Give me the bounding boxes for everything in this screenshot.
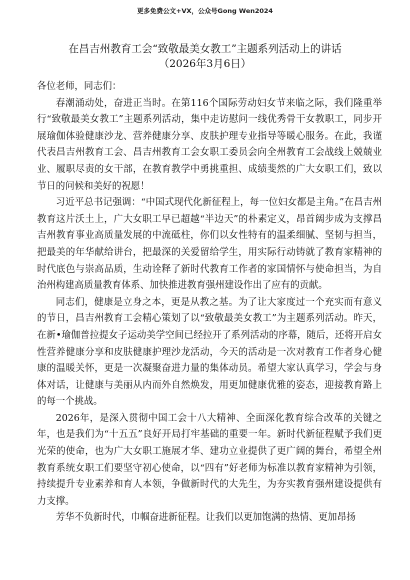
paragraph-3: 同志们，健康是立身之本，更是从教之基。为了让大家度过一个充实而有意义的节日，昌吉州教育工会精心策划了以“致敬最美女教工”为主题系列活动。昨天，在新•瑜伽普拉提女子运动美学空间已经拉开了系列活动的序幕，随后，还将开启女性营养健康分享和皮肤健康护理沙龙活动，今天的活动是一次对教育工作者身心健康的温暖关怀，更是一次凝聚奋进力量的集体动员。希望大家认真学习，学会与身体对话，让健康与美丽从内而外自然焕发，用更加健康优雅的姿态，迎接教育路上的每一个挑战。 [37, 296, 382, 408]
paragraph-4: 2026年，是深入贯彻中国工会十八大精神、全面深化教育综合改革的关键之年，也是我们为“十五五”良好开局打牢基础的重要一年。新时代新征程赋予我们更光荣的使命，也为广大女职工施展才华、建功立业提供了更广阔的舞台，希望全州教育系统女职工们要坚守初心使命，以“四有”好老师为标准以教育家精神为引领，持续提升专业素养和育人本领，争做新时代的大先生，为夯实教育强州建设提供有力支撑。 [37, 412, 382, 507]
paragraph-5: 芳华不负新时代，巾帼奋进新征程。让我们以更加饱满的热情、更加昂扬 [55, 512, 356, 524]
salutation: 各位老师，同志们： [37, 81, 122, 92]
paragraph-2: 习近平总书记强调：“中国式现代化新征程上，每一位妇女都是主角。”在昌吉州教育这片沃土上，广大女职工早已超越“半边天”的朴素定义，昂首阔步成为支撑昌吉州教育事业高质量发展的中流砥柱，你们以女性特有的温柔细腻、坚韧与担当，把最美的年华献给讲台，把最深的关爱留给学生，用实际行动铸就了教育家精神的时代底色与崇高品质，生动诠释了新时代教育工作者的家国情怀与使命担当，为自治州构建高质量教育体系、加快推进教育强州建设作出了应有的贡献。 [37, 197, 382, 292]
paragraph-1: 春潮涌动处，奋进正当时。在第116个国际劳动妇女节来临之际，我们隆重举行“致敬最美女教工”主题系列活动，集中走访慰问一线优秀骨干女教职工，同步开展瑜伽体验健康沙龙、营养健康分享、皮肤护理专业指导等暖心服务。在此，我谨代表昌吉州教育工会、昌吉州教育工会女职工委员会向全州教育工会战线上兢兢业业、履职尽责的女干部，在教育教学中勇挑重担、成绩斐然的广大女职工们，致以节日的问候和美好的祝愿！ [37, 97, 382, 192]
document-title: 在昌吉州教育工会“致敬最美女教工”主题系列活动上的讲话 [68, 43, 342, 55]
document-date: （2026年3月6日） [158, 58, 252, 70]
document-body [37, 79, 382, 527]
header-note: 更多免费公文+VX，公众号Gong Wen2024 [137, 7, 273, 15]
